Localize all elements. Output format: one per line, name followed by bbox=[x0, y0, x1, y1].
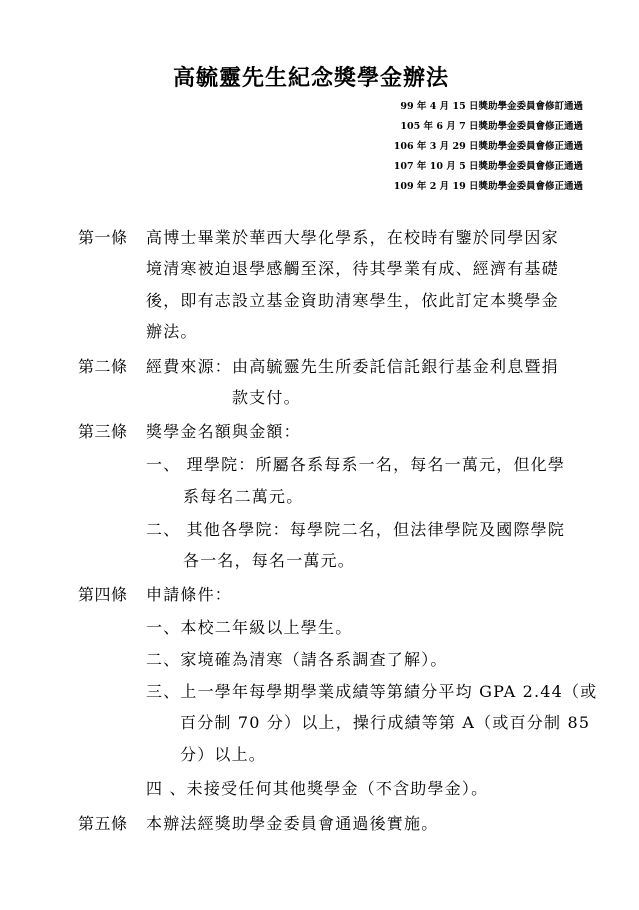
revision-entry: 106 年 3 月 29 日獎助學金委員會修正通過 bbox=[393, 141, 583, 152]
article-3-heading: 獎學金名額與金額： bbox=[146, 422, 301, 441]
article-4-item-2: 二、家境確為清寒（請各系調查了解）。 bbox=[146, 650, 448, 669]
revision-entry: 107 年 10 月 5 日獎助學金委員會修正通過 bbox=[393, 161, 583, 172]
article-4-item-4: 四 、未接受任何其他獎學金（不含助學金）。 bbox=[146, 779, 489, 798]
revision-history bbox=[394, 101, 583, 201]
article-4-item-3: 三、上一學年每學期學業成績等第績分平均 GPA 2.44（或 bbox=[146, 682, 598, 701]
article-5-line: 本辦法經獎助學金委員會通過後實施。 bbox=[146, 814, 439, 833]
revision-entry: 105 年 6 月 7 日獎助學金委員會修正通過 bbox=[400, 121, 583, 132]
article-3-item-2: 二、 其他各學院：每學院二名，但法律學院及國際學院 bbox=[146, 520, 566, 539]
article-2-label: 第二條 bbox=[78, 357, 128, 376]
article-2-line: 款支付。 bbox=[232, 388, 301, 407]
document-title: 高毓靈先生紀念獎學金辦法 bbox=[172, 65, 449, 91]
article-3-item-2: 各一名，每名一萬元。 bbox=[183, 551, 356, 570]
article-3-label: 第三條 bbox=[78, 422, 128, 441]
article-1-line: 辦法。 bbox=[146, 322, 198, 341]
revision-entry: 109 年 2 月 19 日獎助學金委員會修正通過 bbox=[393, 181, 583, 192]
article-2-line: 經費來源：由高毓靈先生所委託信託銀行基金利息暨捐 bbox=[146, 357, 559, 376]
article-4-item-1: 一、本校二年級以上學生。 bbox=[146, 618, 353, 637]
article-4-label: 第四條 bbox=[78, 585, 128, 604]
article-1-line: 境清寒被迫退學感觸至深，待其學業有成、經濟有基礎 bbox=[146, 259, 559, 278]
article-4-item-3: 分）以上。 bbox=[180, 745, 267, 764]
article-1-line: 高博士畢業於華西大學化學系，在校時有鑒於同學因家 bbox=[146, 228, 559, 247]
article-3-item-1: 系每名二萬元。 bbox=[183, 487, 304, 506]
article-4-heading: 申請條件： bbox=[146, 585, 233, 604]
article-3-item-1: 一、 理學院：所屬各系每系一名，每名一萬元，但化學 bbox=[146, 455, 566, 474]
article-4-item-3: 百分制 70 分）以上，操行成績等第 A（或百分制 85 bbox=[180, 713, 591, 732]
article-1-line: 後，即有志設立基金資助清寒學生，依此訂定本獎學金 bbox=[146, 291, 559, 310]
article-5-label: 第五條 bbox=[78, 814, 128, 833]
revision-entry: 99 年 4 月 15 日獎助學金委員會修訂通過 bbox=[400, 101, 583, 112]
article-1-label: 第一條 bbox=[78, 228, 128, 247]
